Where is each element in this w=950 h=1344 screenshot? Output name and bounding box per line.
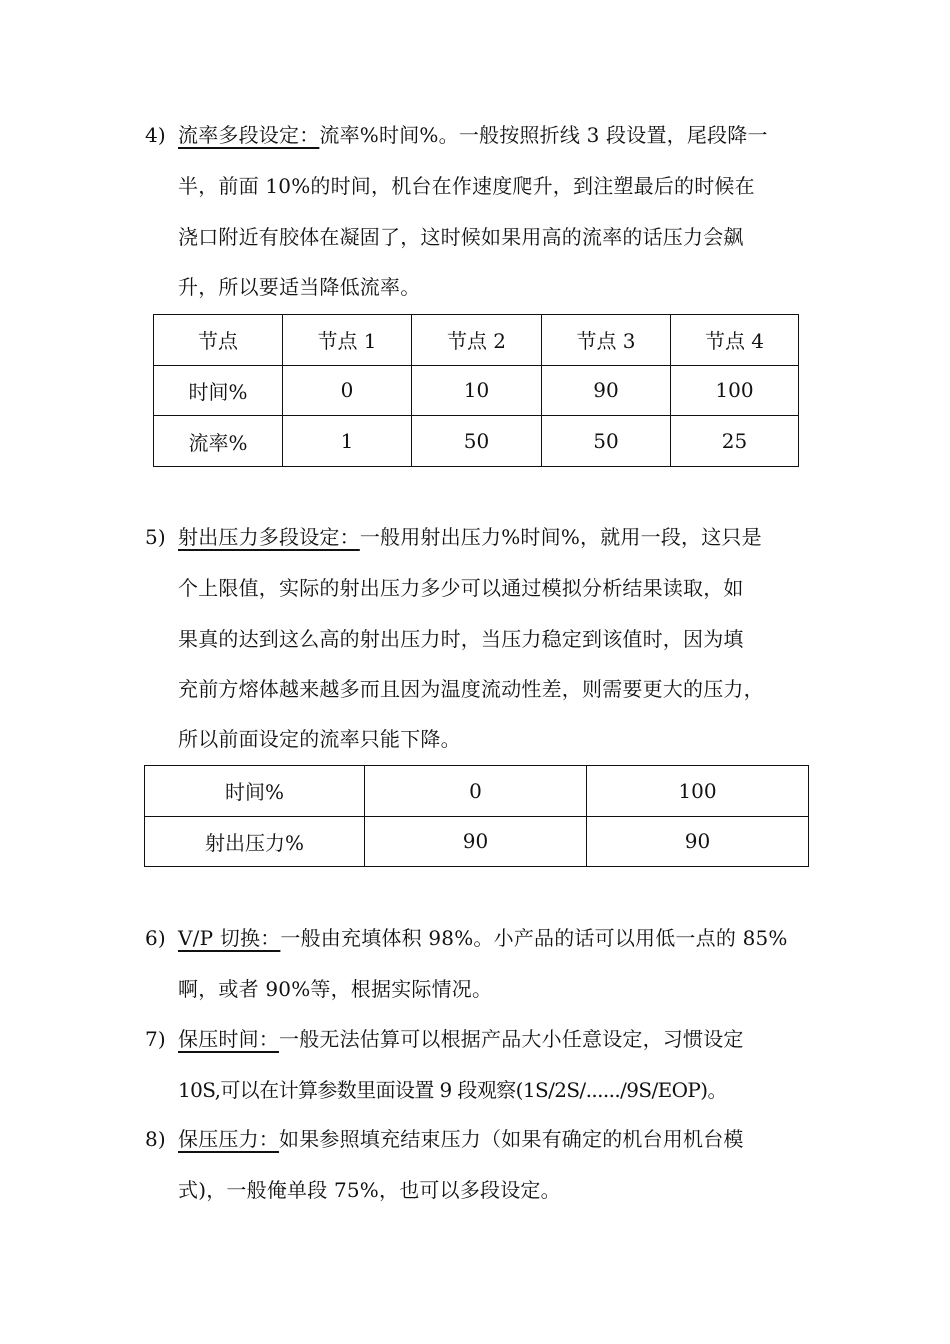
table-header-cell: 节点 4 bbox=[671, 315, 799, 366]
paragraph-line: 如果参照填充结束压力（如果有确定的机台用机台模 bbox=[279, 1127, 744, 1151]
table-cell: 90 bbox=[365, 816, 587, 867]
section-heading: 保压时间： bbox=[178, 1027, 279, 1051]
paragraph-line: 式)，一般俺单段 75%，也可以多段设定。 bbox=[178, 1178, 561, 1202]
section-heading: V/P 切换： bbox=[178, 926, 281, 950]
table-cell: 0 bbox=[283, 365, 412, 416]
paragraph-line: 充前方熔体越来越多而且因为温度流动性差，则需要更大的压力， bbox=[178, 677, 764, 701]
table-cell: 流率% bbox=[154, 416, 283, 467]
table-cell: 时间% bbox=[145, 766, 365, 817]
table-cell: 10 bbox=[412, 365, 542, 416]
paragraph-line: 半，前面 10%的时间，机台在作速度爬升，到注塑最后的时候在 bbox=[178, 174, 755, 198]
table-cell: 50 bbox=[542, 416, 671, 467]
table-cell: 90 bbox=[587, 816, 809, 867]
paragraph-line: 一般无法估算可以根据产品大小任意设定，习惯设定 bbox=[279, 1027, 744, 1051]
section-number: 4) bbox=[145, 123, 166, 147]
injection-pressure-table bbox=[144, 765, 809, 867]
section-number: 5) bbox=[145, 525, 166, 549]
table-cell: 90 bbox=[542, 365, 671, 416]
table-row bbox=[154, 365, 799, 416]
table-header-cell: 节点 2 bbox=[412, 315, 542, 366]
table-cell: 1 bbox=[283, 416, 412, 467]
table-cell: 时间% bbox=[154, 365, 283, 416]
section-number: 7) bbox=[145, 1027, 166, 1051]
table-cell: 0 bbox=[365, 766, 587, 817]
paragraph-line: 10S,可以在计算参数里面设置 9 段观察(1S/2S/....../9S/EOP)。 bbox=[178, 1078, 727, 1102]
table-cell: 100 bbox=[587, 766, 809, 817]
paragraph-line: 一般用射出压力%时间%，就用一段，这只是 bbox=[359, 525, 762, 549]
paragraph-line: 一般由充填体积 98%。小产品的话可以用低一点的 85% bbox=[280, 926, 788, 950]
paragraph-line: 流率%时间%。一般按照折线 3 段设置，尾段降一 bbox=[319, 123, 768, 147]
section-number: 8) bbox=[145, 1127, 166, 1151]
paragraph-line: 果真的达到这么高的射出压力时，当压力稳定到该值时，因为填 bbox=[178, 627, 744, 651]
paragraph-line: 啊，或者 90%等，根据实际情况。 bbox=[178, 977, 493, 1001]
table-row bbox=[145, 766, 809, 817]
table-row bbox=[145, 816, 809, 867]
flow-rate-table bbox=[153, 314, 799, 467]
paragraph-line: 个上限值，实际的射出压力多少可以通过模拟分析结果读取，如 bbox=[178, 576, 744, 600]
table-header-cell: 节点 1 bbox=[283, 315, 412, 366]
table-header-cell: 节点 3 bbox=[542, 315, 671, 366]
paragraph-line: 所以前面设定的流率只能下降。 bbox=[178, 727, 461, 751]
section-heading: 流率多段设定： bbox=[178, 123, 320, 147]
table-row bbox=[154, 416, 799, 467]
table-cell: 25 bbox=[671, 416, 799, 467]
table-cell: 100 bbox=[671, 365, 799, 416]
table-cell: 射出压力% bbox=[145, 816, 365, 867]
paragraph-line: 升，所以要适当降低流率。 bbox=[178, 275, 421, 299]
table-header-cell: 节点 bbox=[154, 315, 283, 366]
table-cell: 50 bbox=[412, 416, 542, 467]
table-row bbox=[154, 315, 799, 366]
section-heading: 射出压力多段设定： bbox=[178, 525, 360, 549]
section-heading: 保压压力： bbox=[178, 1127, 279, 1151]
paragraph-line: 浇口附近有胶体在凝固了，这时候如果用高的流率的话压力会飙 bbox=[178, 225, 744, 249]
section-number: 6) bbox=[145, 926, 166, 950]
